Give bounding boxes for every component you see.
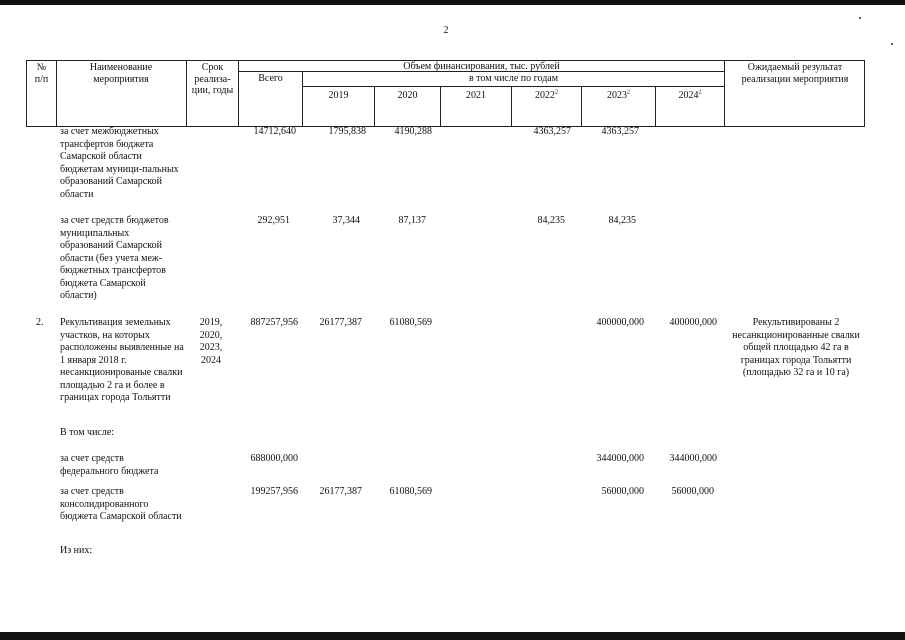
row-name: за счет средств федерального бюджета bbox=[60, 453, 159, 477]
cell-2022: 4363,257 bbox=[533, 126, 571, 137]
cell-2019: 26177,387 bbox=[319, 317, 362, 328]
cell-total: 199257,956 bbox=[250, 486, 298, 497]
row-name: за счет межбюджетных трансфертов бюджета Самарской области бюджетам муници-пальных образований Самарской области bbox=[60, 126, 179, 200]
row-name: В том числе: bbox=[60, 427, 115, 438]
header-year-2019: 2019 bbox=[328, 90, 349, 101]
header-by-years: в том числе по годам bbox=[468, 73, 559, 84]
header-year-2023: 2023$^2$ bbox=[607, 89, 630, 101]
header-funding: Объем финансирования, тыс. рублей bbox=[403, 61, 560, 72]
cell-2023: 84,235 bbox=[608, 215, 636, 226]
cell-2023: 56000,000 bbox=[601, 486, 644, 497]
cell-2023: 4363,257 bbox=[601, 126, 639, 137]
cell-2024: 344000,000 bbox=[669, 453, 717, 464]
cell-2023: 344000,000 bbox=[596, 453, 644, 464]
cell-2022: 84,235 bbox=[537, 215, 565, 226]
header-name: Наименование мероприятия bbox=[89, 62, 153, 85]
header-year-2024: 2024$^2$ bbox=[678, 89, 702, 101]
cell-2020: 61080,569 bbox=[389, 317, 432, 328]
header-number: № п/п bbox=[34, 62, 49, 85]
cell-2024: 400000,000 bbox=[669, 317, 717, 328]
header-result: Ожидаемый результат реализации мероприятия bbox=[741, 62, 849, 85]
cell-total: 688000,000 bbox=[250, 453, 298, 464]
header-year-2022: 2022$^2$ bbox=[535, 89, 558, 101]
row-number: 2. bbox=[36, 317, 44, 328]
cell-2019: 37,344 bbox=[332, 215, 360, 226]
cell-2020: 87,137 bbox=[398, 215, 426, 226]
page-number: 2 bbox=[443, 25, 449, 36]
cell-2024: 56000,000 bbox=[671, 486, 714, 497]
row-term: 2019, 2020, 2023, 2024 bbox=[199, 317, 223, 366]
row-name: Рекультивация земельных участков, на которых расположены выявленные на 1 января 2018 г. несанкционированые свалки площадью 2 га и более в границах города Тольятти bbox=[60, 317, 184, 403]
cell-2019: 26177,387 bbox=[319, 486, 362, 497]
cell-2020: 4190,288 bbox=[394, 126, 432, 137]
cell-total: 14712,640 bbox=[253, 126, 296, 137]
row-name: за счет средств консолидированного бюджета Самарской области bbox=[60, 486, 182, 522]
cell-2019: 1795,838 bbox=[328, 126, 366, 137]
scan-speck bbox=[859, 17, 861, 19]
scan-bottom-border bbox=[0, 632, 905, 640]
cell-2023: 400000,000 bbox=[596, 317, 644, 328]
cell-total: 887257,956 bbox=[250, 317, 298, 328]
header-term: Срок реализа-ции, годы bbox=[191, 62, 234, 96]
scan-top-border bbox=[0, 0, 905, 5]
header-total: Всего bbox=[258, 73, 283, 84]
header-year-2020: 2020 bbox=[397, 90, 418, 101]
header-year-2021: 2021 bbox=[466, 90, 486, 101]
row-name: Из них: bbox=[60, 545, 93, 556]
row-result: Рекультивированы 2 несанкционированные свалки общей площадью 42 га в границах города Тольятти (площадью 32 га и 10 га) bbox=[732, 317, 860, 378]
cell-total: 292,951 bbox=[257, 215, 290, 226]
cell-2020: 61080,569 bbox=[389, 486, 432, 497]
scan-speck bbox=[891, 43, 893, 45]
row-name: за счет средств бюджетов муниципальных образований Самарской области (без учета меж-бюджетных трансфертов бюджета Самарской области) bbox=[60, 215, 169, 301]
